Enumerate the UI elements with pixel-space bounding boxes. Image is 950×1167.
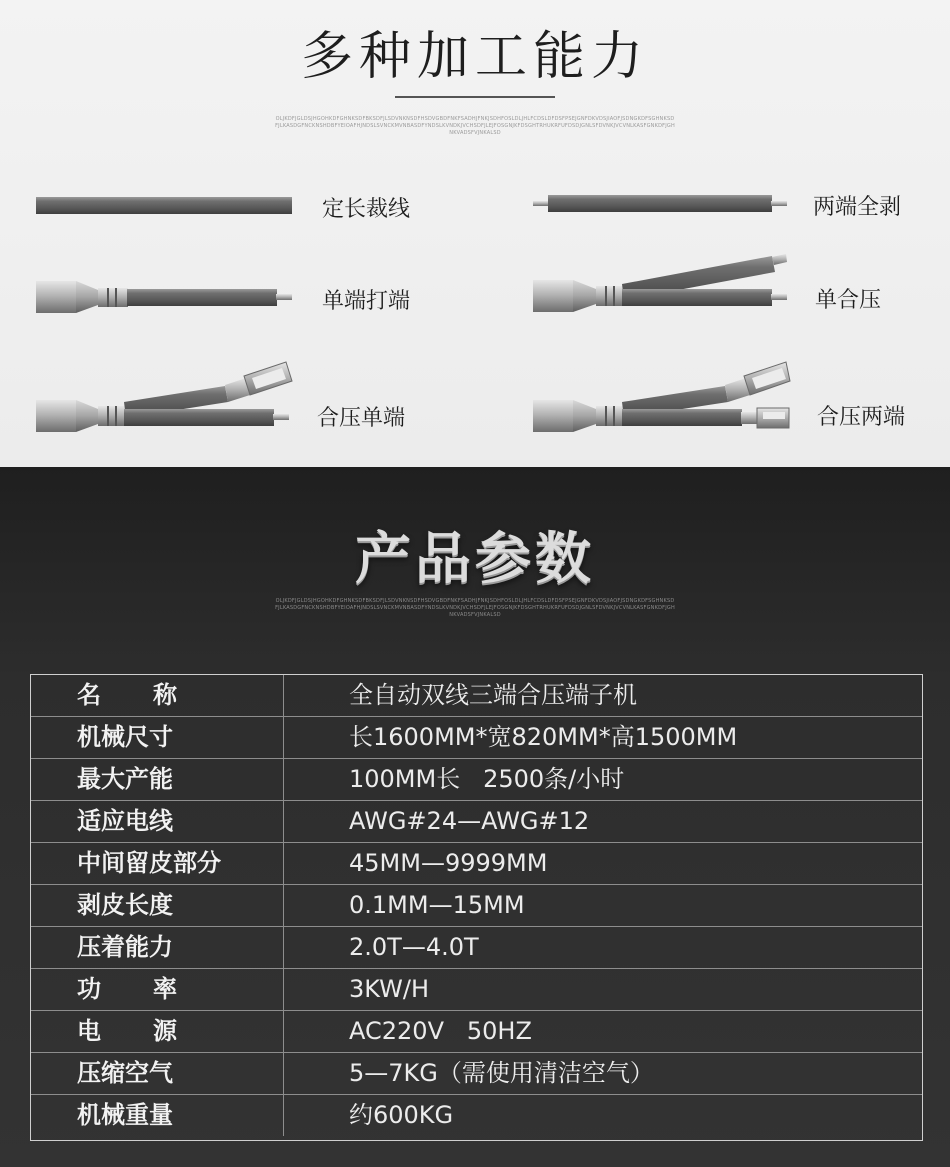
spec-label: 机械尺寸	[31, 717, 284, 758]
table-row	[31, 675, 922, 717]
spec-value: 45MM—9999MM	[349, 849, 548, 877]
caption-single-end-crimp: 单端打端	[322, 289, 411, 314]
table-row	[31, 801, 922, 843]
spec-value: 3KW/H	[349, 975, 430, 1003]
table-row	[31, 885, 922, 927]
caption-cut-length: 定长裁线	[322, 197, 411, 222]
caption-merge-crimp-both: 合压两端	[817, 405, 906, 430]
table-row	[31, 717, 922, 759]
table-row	[31, 1095, 922, 1137]
spec-value: 100MM长 2500条/小时	[349, 765, 625, 793]
single-end-crimp-wire-icon	[36, 281, 292, 313]
spec-value: AWG#24—AWG#12	[349, 807, 590, 835]
caption-merge-crimp-single: 合压单端	[317, 406, 406, 431]
table-row	[31, 969, 922, 1011]
section-title: 多种加工能力	[300, 27, 649, 87]
spec-label: 剥皮长度	[31, 885, 284, 926]
spec-value: 约600KG	[349, 1101, 454, 1129]
processing-capabilities-section	[0, 0, 950, 467]
table-row	[31, 1053, 922, 1095]
strip-both-ends-wire-icon	[533, 195, 787, 212]
double-crimp-wire-icon	[533, 254, 787, 312]
product-parameters-section	[0, 467, 950, 1167]
decorative-fine-text: OLJKDFJGLDSJHGOHKDFGHNKSDFBKSDFJLSDVNKNSDFHSDVGBDFNKFSADHJFNKJSDHFOSLDLJHLFCDSLDFDSFPSEJGNFDKVDSJIAOFJSDNGKDFSGHNKSDFJLKASDGFNCKNSHDBFYEIOAFHJNDSLSVNCKMVNBASDFYNDSLKVNDKJVCHSDFJLEJFOSGNJKFDSGHTRHUKRFUFDSDJGNLSFDVNKJVCVNLKASFGNKDFJGHNKVADSFVJNKALSD	[275, 598, 675, 618]
caption-strip-both-ends: 两端全剥	[813, 195, 902, 220]
spec-label: 机械重量	[31, 1095, 284, 1136]
spec-value: 全自动双线三端合压端子机	[349, 681, 637, 709]
spec-label: 压着能力	[31, 927, 284, 968]
spec-value: 0.1MM—15MM	[349, 891, 525, 919]
merge-crimp-single-end-wire-icon	[36, 362, 292, 432]
merge-crimp-both-ends-wire-icon	[533, 362, 790, 432]
spec-value: 2.0T—4.0T	[349, 933, 479, 961]
spec-label: 压缩空气	[31, 1053, 284, 1094]
spec-label: 功率	[31, 969, 284, 1010]
table-row	[31, 759, 922, 801]
caption-double-crimp: 单合压	[815, 288, 882, 313]
spec-label: 中间留皮部分	[31, 843, 284, 884]
spec-value: AC220V 50HZ	[349, 1017, 532, 1045]
spec-label: 名称	[31, 675, 284, 716]
wire-illustrations	[0, 0, 950, 467]
table-row	[31, 1011, 922, 1053]
table-row	[31, 843, 922, 885]
spec-label: 适应电线	[31, 801, 284, 842]
spec-value: 长1600MM*宽820MM*高1500MM	[349, 723, 738, 751]
table-row	[31, 927, 922, 969]
decorative-fine-text: OLJKDFJGLDSJHGOHKDFGHNKSDFBKSDFJLSDVNKNSDFHSDVGBDFNKFSADHJFNKJSDHFOSLDLJHLFCDSLDFDSFPSEJGNFDKVDSJIAOFJSDNGKDFSGHNKSDFJLKASDGFNCKNSHDBFYEIOAFHJNDSLSVNCKMVNBASDFYNDSLKVNDKJVCHSDFJLEJFOSGNJKFDSGHTRHUKRFUFDSDJGNLSFDVNKJVCVNLKASFGNKDFJGHNKVADSFVJNKALSD	[275, 116, 675, 136]
cut-length-wire-icon	[36, 197, 292, 214]
section-title: 产品参数	[355, 527, 595, 592]
spec-table	[30, 674, 923, 1141]
spec-value: 5—7KG（需使用清洁空气）	[349, 1059, 654, 1087]
spec-label: 电源	[31, 1011, 284, 1052]
spec-label: 最大产能	[31, 759, 284, 800]
